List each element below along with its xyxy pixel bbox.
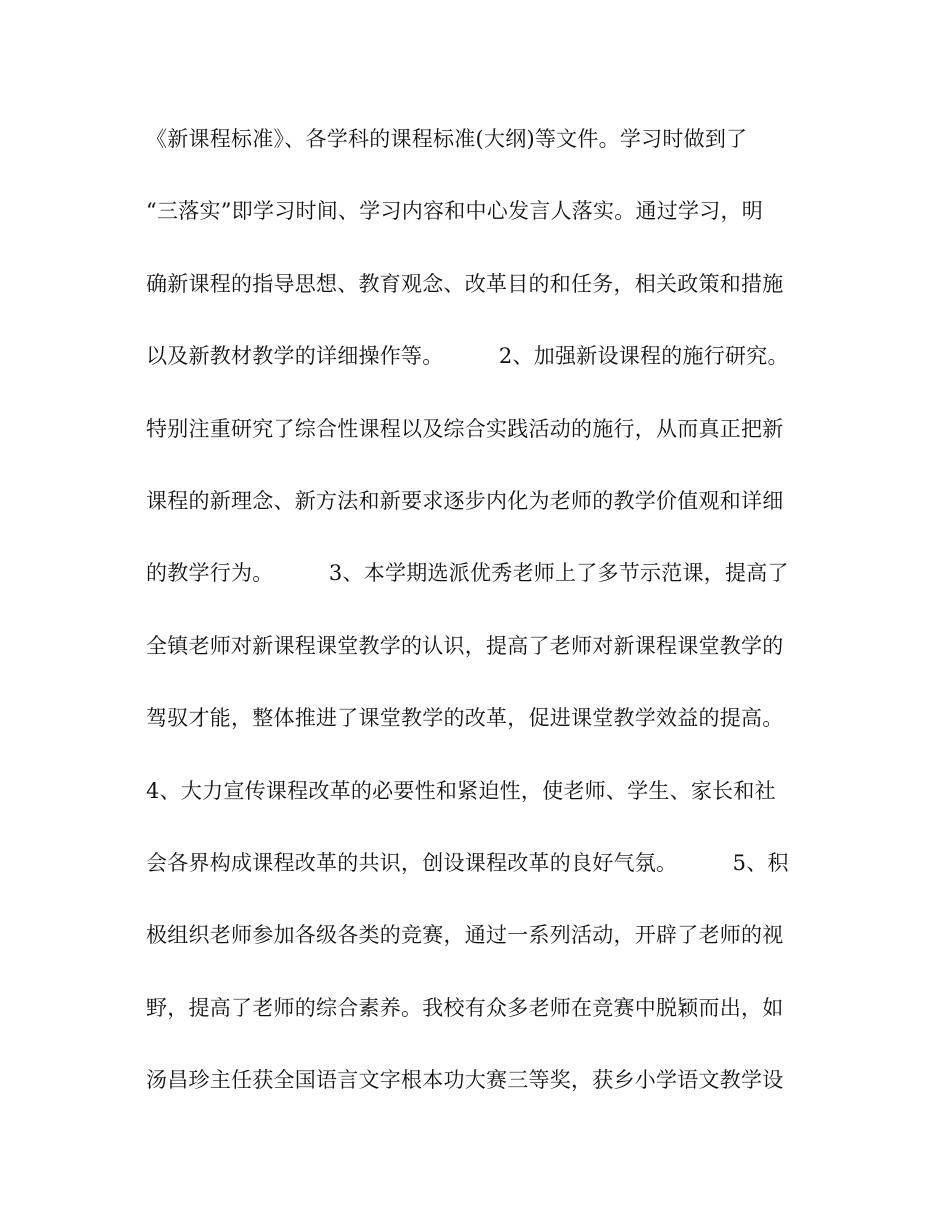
text-line: 《新课程标准》、各学科的课程标准(大纲)等文件。学习时做到了 [146, 127, 748, 151]
text-line: 4、大力宣传课程改革的必要性和紧迫性，使老师、学生、家长和社 [146, 778, 776, 803]
text-line: 会各界构成课程改革的共识，创设课程改革的良好气氛。 5、积 [146, 850, 789, 875]
text-line: 确新课程的指导思想、教育观念、改革目的和任务，相关政策和措施 [146, 271, 784, 296]
text-line: 极组织老师参加各级各类的竞赛，通过一系列活动，开辟了老师的视 [146, 923, 784, 948]
text-line: 课程的新理念、新方法和新要求逐步内化为老师的教学价值观和详细 [146, 488, 784, 513]
text-line: 汤昌珍主任获全国语言文字根本功大赛三等奖，获乡小学语文教学设 [146, 1068, 784, 1093]
text-line: 驾驭才能，整体推进了课堂教学的改革，促进课堂教学效益的提高。 [146, 706, 784, 731]
text-line: 的教学行为。 3、本学期选派优秀老师上了多节示范课，提高了 [146, 561, 789, 586]
text-line: 全镇老师对新课程课堂教学的认识，提高了老师对新课程课堂教学的 [146, 633, 784, 658]
text-line: 特别注重研究了综合性课程以及综合实践活动的施行，从而真正把新 [146, 416, 784, 441]
text-line: 野，提高了老师的综合素养。我校有众多老师在竞赛中脱颖而出，如 [146, 995, 784, 1020]
body-text [146, 124, 806, 1137]
text-line: 以及新教材教学的详细操作等。 2、加强新设课程的施行研究。 [146, 344, 789, 369]
text-line: “三落实”即学习时间、学习内容和中心发言人落实。通过学习，明 [146, 199, 763, 224]
